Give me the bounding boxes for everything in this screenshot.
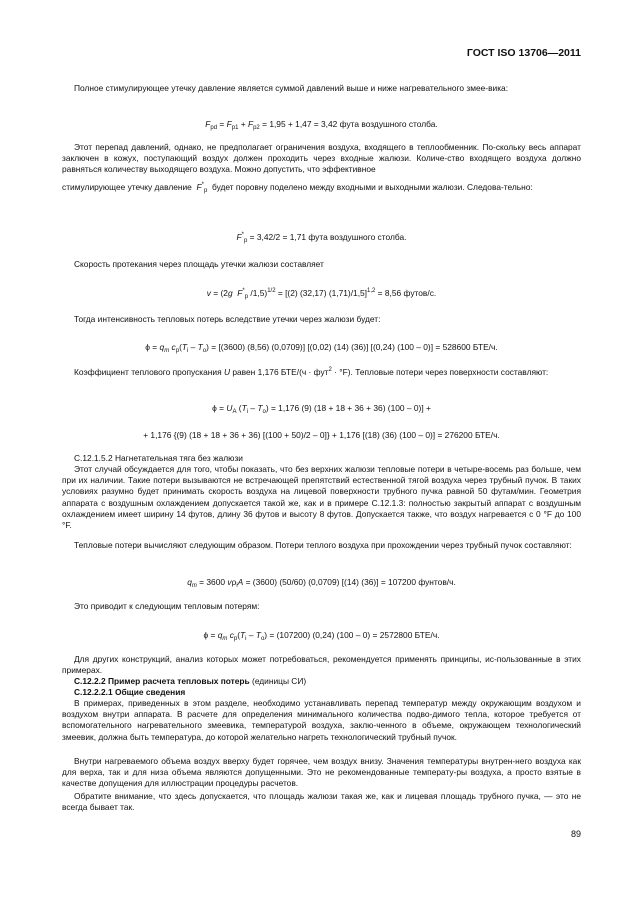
equation: $F^*_p = 3,42/2 = 1,71$ фута воздушного столба. <box>236 232 407 244</box>
paragraph: Коэффициент теплового пропускания U равен 1,176 БТЕ/(ч · фут$^2$ · °F). Тепловые потери через поверхности составляют: <box>74 367 549 377</box>
paragraph: Обратите внимание, что здесь допускается, что площадь жалюзи такая же, как и лицевая площадь трубного пучка, — это не всегда бывает так. <box>62 791 581 813</box>
standard-header: ГОСТ ISO 13706—2011 <box>466 47 581 59</box>
paragraph: Тогда интенсивность тепловых потерь вследствие утечки через жалюзи будет: <box>74 314 381 324</box>
equation: $\phi = U_A$ $(T_i - T_o) = 1,176$ (9) (18 + 18 + 36 + 36) (100 – 0)] + <box>212 403 431 415</box>
equation: + 1,176 {(9) (18 + 18 + 36 + 36) [(100 + 50)/2 – 0]} + 1,176 [(18) (36) (100 – 0)] = 276200 БТЕ/ч. <box>143 430 500 440</box>
paragraph: Тепловые потери вычисляют следующим образом. Потери теплого воздуха при прохождении через трубный пучок составляют: <box>74 540 572 550</box>
paragraph: В примерах, приведенных в этом разделе, необходимо устанавливать перепад температур между окружающим воздухом и воздухом внутри аппарата. В расчете для определения минимального количества подво-димого тепла, которое требуется от вспомогательного нагревательного змеевика, температурой воздуха, заклю-ченного в объеме, окружающем технологический змеевик, должна быть температура, до которой желательно нагреть технологический трубный пучок. <box>62 698 581 742</box>
paragraph: Этот случай обсуждается для того, чтобы показать, что без верхних жалюзи тепловые потери в четыре-восемь раз больше, чем при их наличии. Такие потери вызываются не встречающей препятствий естественной тягой воздуха через трубный пучок. В таких условиях разумно будет принимать скорость воздуха на лицевой поверхности трубного пучка равной 50 футам/мин. Геометрия аппарата с воздушным охлаждением допускается такой же, как и в примере С.12.1.3: полностью закрытый аппарат с воздушным охлаждением имеет ширину 14 футов, длину 36 футов и высоту 8 футов. Допускается также, что воздух нагревается с 0 °F до 100 °F. <box>62 464 581 531</box>
paragraph: Это приводит к следующим тепловым потерям: <box>74 601 260 611</box>
paragraph: Для других конструкций, анализ которых может потребоваться, рекомендуется применять принципы, ис-пользованные в этих примерах. <box>62 654 581 676</box>
paragraph: Этот перепад давлений, однако, не предполагает ограничения воздуха, входящего в теплообменник. По-скольку весь аппарат заключен в кожух, поступающий воздух должен проходить через входные жалюзи. Количе-ство входящего воздуха должно равняться количеству выходящего воздуха. Можно допустить, что эффективное <box>62 142 581 175</box>
paragraph: Полное стимулирующее утечку давление является суммой давлений выше и ниже нагревательного змее-вика: <box>74 83 509 93</box>
paragraph: стимулирующее утечку давление $F^*_p$ будет поровну поделено между входными и выходными жалюзи. Следова-тельно: <box>62 182 533 194</box>
subsection-heading: С.12.2.2 Пример расчета тепловых потерь (единицы СИ) <box>74 676 307 686</box>
equation: $\phi = q_m$ $c_p(T_i - T_o) = (107200)$ (0,24) (100 – 0) = 2572800 БТЕ/ч. <box>203 630 440 642</box>
equation: $q_m = 3600$ $v\rho_iA = (3600)$ (50/60) (0,0709) [(14) (36)] = 107200 фунтов/ч. <box>187 577 456 589</box>
page-number: 89 <box>570 829 581 839</box>
paragraph: Внутри нагреваемого объема воздух вверху будет горячее, чем воздух внизу. Значения температуры внутрен-него воздуха как для верха, так и для низа объема являются допущенными. Это не рекомендованные температу-ры воздуха, а просто взятые в качестве допущения для иллюстрации процедуры расчетов. <box>62 756 581 789</box>
paragraph: Скорость протекания через площадь утечки жалюзи составляет <box>74 259 324 269</box>
equation: $\phi = q_m$ $c_p(T_i - T_o) = [(3600)$ (8,56) (0,0709)] [(0,02) (14) (36)] [(0,24) (100 – 0)] = 528600 БТЕ/ч. <box>145 342 498 354</box>
subsection-heading: С.12.2.2.1 Общие сведения <box>74 687 186 697</box>
equation: $F_{pd} = F_{p1} + F_{p2} = 1,95 + 1,47 = 3,42$ фута воздушного столба. <box>205 119 438 131</box>
section-heading: С.12.1.5.2 Нагнетательная тяга без жалюзи <box>74 453 243 463</box>
equation: v = (2g $F^*_p$ /1,5)$^{1/2}$ = [(2) (32,17) (1,71)/1,5]$^{1,2}$ = 8,56 футов/с. <box>206 288 437 300</box>
